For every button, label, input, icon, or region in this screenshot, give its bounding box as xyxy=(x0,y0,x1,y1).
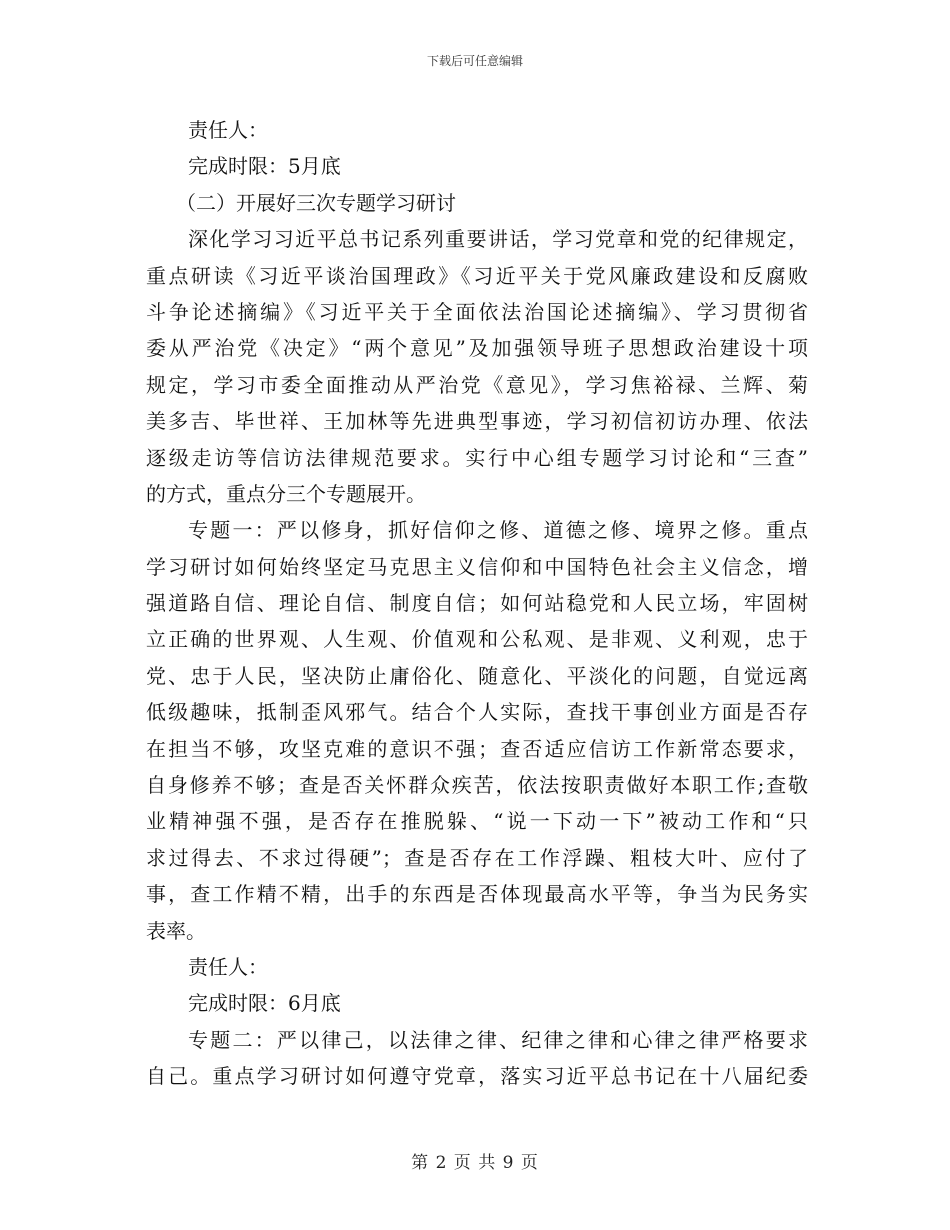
paragraph-line: 美多吉、毕世祥、王加林等先进典型事迹，学习初信初访办理、依法 xyxy=(146,409,808,434)
document-body xyxy=(146,112,808,1095)
paragraph-line: 专题二：严以律己，以法律之律、纪律之律和心律之律严格要求 xyxy=(188,1027,808,1052)
paragraph-line: 规定，学习市委全面推动从严治党《意见》，学习焦裕禄、兰辉、菊 xyxy=(146,372,808,397)
paragraph-line: 表率。 xyxy=(146,918,206,943)
paragraph-line: 责任人： xyxy=(188,954,268,979)
paragraph-line: 强道路自信、理论自信、制度自信；如何站稳党和人民立场，牢固树 xyxy=(146,591,808,616)
paragraph-line: 专题一：严以修身，抓好信仰之修、道德之修、境界之修。重点 xyxy=(188,518,808,543)
paragraph-line: 求过得去、不求过得硬”；查是否存在工作浮躁、粗枝大叶、应付了 xyxy=(146,845,808,870)
paragraph-line: 党、忠于人民，坚决防止庸俗化、随意化、平淡化的问题，自觉远离 xyxy=(146,663,808,688)
paragraph-line: 立正确的世界观、人生观、价值观和公私观、是非观、义利观，忠于 xyxy=(146,627,808,652)
paragraph-line: 自身修养不够；查是否关怀群众疾苦，依法按职责做好本职工作;查敬 xyxy=(146,773,808,798)
paragraph-line: 斗争论述摘编》《习近平关于全面依法治国论述摘编》、学习贯彻省 xyxy=(146,299,808,324)
paragraph-line: 责任人： xyxy=(188,118,268,142)
paragraph-line: 事，查工作精不精，出手的东西是否体现最高水平等，争当为民务实 xyxy=(146,882,808,907)
paragraph-line: 在担当不够，攻坚克难的意识不强；查否适应信访工作新常态要求， xyxy=(146,736,808,761)
paragraph-line: 完成时限：6月底 xyxy=(188,991,341,1016)
page-number-footer: 第 2 页 共 9 页 xyxy=(411,1153,539,1173)
paragraph-line: 重点研读《习近平谈治国理政》《习近平关于党风廉政建设和反腐败 xyxy=(146,263,808,288)
paragraph-line: 低级趣味，抵制歪风邪气。结合个人实际，查找干事创业方面是否存 xyxy=(146,700,808,725)
paragraph-line: 学习研讨如何始终坚定马克思主义信仰和中国特色社会主义信念，增 xyxy=(146,554,808,579)
paragraph-line: 的方式，重点分三个专题展开。 xyxy=(146,481,426,506)
page-header-note: 下载后可任意编辑 xyxy=(426,54,523,68)
paragraph-line: 逐级走访等信访法律规范要求。实行中心组专题学习讨论和“三查” xyxy=(146,445,808,470)
paragraph-line: 完成时限：5月底 xyxy=(188,154,341,179)
paragraph-line: 委从严治党《决定》“两个意见”及加强领导班子思想政治建设十项 xyxy=(146,336,808,361)
paragraph-line: 自己。重点学习研讨如何遵守党章，落实习近平总书记在十八届纪委 xyxy=(146,1064,808,1089)
paragraph-line: 业精神强不强，是否存在推脱躲、“说一下动一下”被动工作和“只 xyxy=(146,809,808,834)
paragraph-line: 深化学习习近平总书记系列重要讲话，学习党章和党的纪律规定， xyxy=(188,227,808,252)
section-heading: （二）开展好三次专题学习研讨 xyxy=(176,190,456,215)
